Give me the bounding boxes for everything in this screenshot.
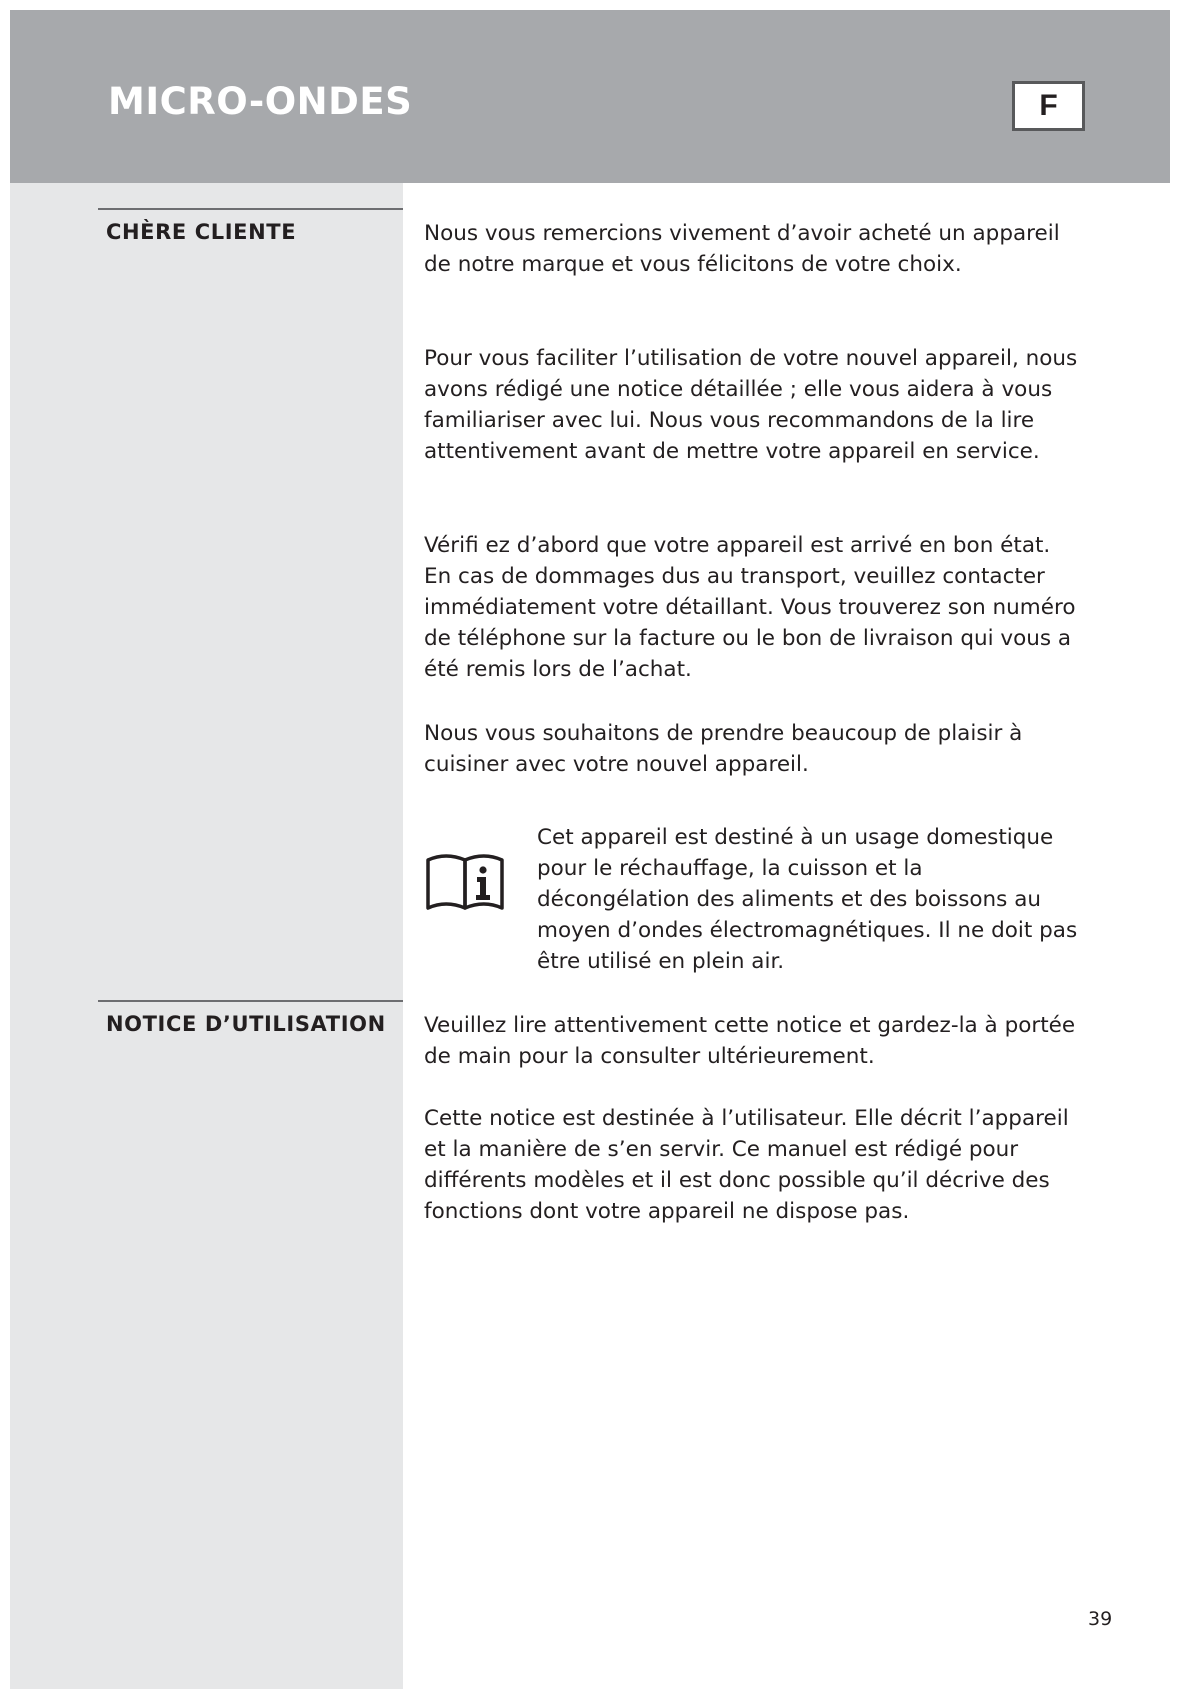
paragraph: Nous vous remercions vivement d’avoir acheté un appareil de notre marque et vous félicitons de votre choix. <box>424 221 1060 277</box>
section-divider <box>98 1000 403 1002</box>
page-header <box>10 10 1170 183</box>
section-heading-chere-cliente: CHÈRE CLIENTE <box>106 220 297 244</box>
paragraph: Veuillez lire attentivement cette notice et gardez-la à portée de main pour la consulter ultérieurement. <box>424 1013 1076 1069</box>
paragraph: Vérifi ez d’abord que votre appareil est arrivé en bon état. En cas de dommages dus au transport, veuillez contacter immédiatement votre détaillant. Vous trouverez son numéro de téléphone sur la facture ou le bon de livraison qui vous a été remis lors de l’achat. <box>424 533 1076 682</box>
paragraph: Nous vous souhaitons de prendre beaucoup de plaisir à cuisiner avec votre nouvel appareil. <box>424 721 1023 777</box>
page-number: 39 <box>1088 1608 1113 1630</box>
manual-page <box>10 10 1170 1689</box>
left-sidebar <box>10 183 403 1689</box>
section-heading-notice-utilisation: NOTICE D’UTILISATION <box>106 1012 386 1036</box>
manual-info-icon <box>424 850 506 912</box>
info-note: Cet appareil est destiné à un usage domestique pour le réchauffage, la cuisson et la décongélation des aliments et des boissons au moyen d’ondes électromagnétiques. Il ne doit pas être utilisé en plein air. <box>537 825 1078 974</box>
paragraph: Pour vous faciliter l’utilisation de votre nouvel appareil, nous avons rédigé une notice détaillée ; elle vous aidera à vous familiariser avec lui. Nous vous recommandons de la lire attentivement avant de mettre votre appareil en service. <box>424 346 1078 464</box>
paragraph: Cette notice est destinée à l’utilisateur. Elle décrit l’appareil et la manière de s’en servir. Ce manuel est rédigé pour différents modèles et il est donc possible qu’il décrive des fonctions dont votre appareil ne dispose pas. <box>424 1106 1069 1224</box>
language-badge: F <box>1012 81 1085 131</box>
page-title: MICRO-ONDES <box>108 80 413 123</box>
section-divider <box>98 208 403 210</box>
